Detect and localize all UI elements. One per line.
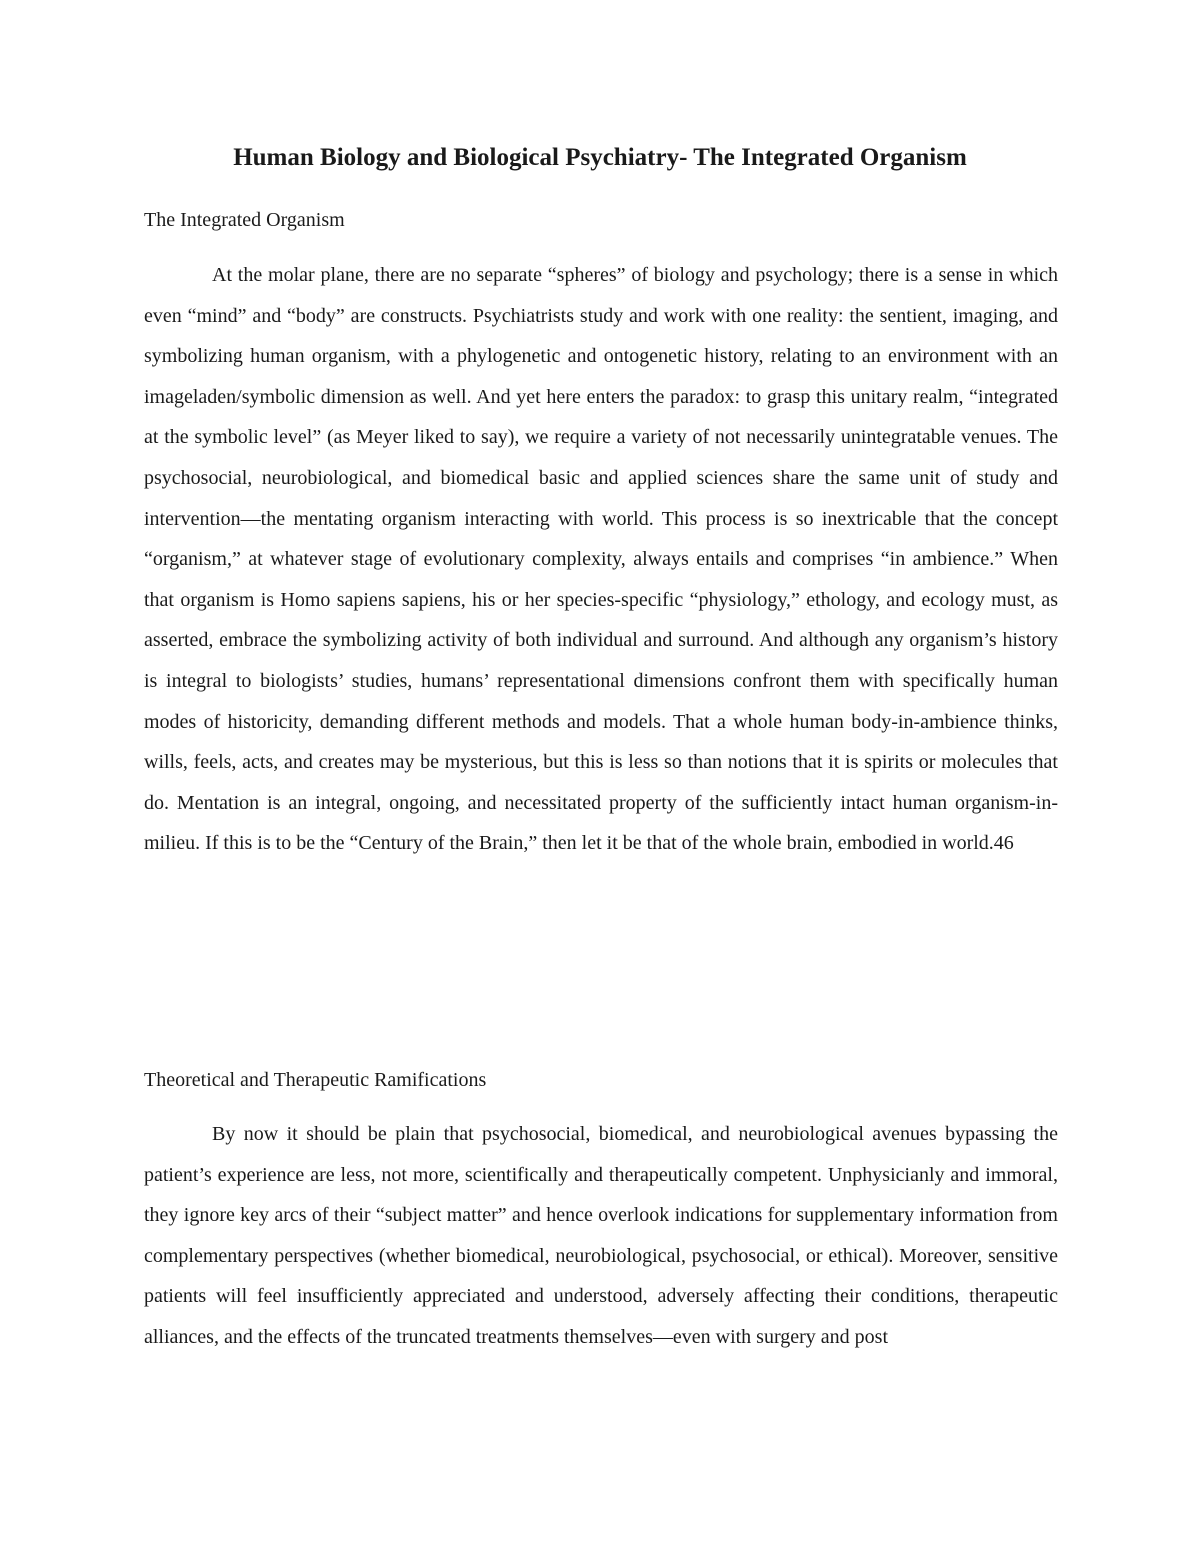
section-heading-integrated-organism: The Integrated Organism [144,209,345,231]
document-title: Human Biology and Biological Psychiatry- The Integrated Organism [233,144,967,171]
paragraph-ramifications: By now it should be plain that psychosocial, biomedical, and neurobiological avenues bypassing the patient’s experience are less, not more, scientifically and therapeutically competent. Unphysicianly and immoral, they ignore key arcs of their “subject matter” and hence overlook indications for supplementary information from complementary perspectives (whether biomedical, neurobiological, psychosocial, or ethical). Moreover, sensitive patients will feel insufficiently appreciated and understood, adversely affecting their conditions, therapeutic alliances, and the effects of the truncated treatments themselves—even with surgery and post [144,1123,1058,1348]
paragraph-integrated-organism: At the molar plane, there are no separate “spheres” of biology and psychology; there is a sense in which even “mind” and “body” are constructs. Psychiatrists study and work with one reality: the sentient, imaging, and symbolizing human organism, with a phylogenetic and ontogenetic history, relating to an environment with an imageladen/symbolic dimension as well. And yet here enters the paradox: to grasp this unitary realm, “integrated at the symbolic level” (as Meyer liked to say), we require a variety of not necessarily unintegratable venues. The psychosocial, neurobiological, and biomedical basic and applied sciences share the same unit of study and intervention—the mentating organism interacting with world. This process is so inextricable that the concept “organism,” at whatever stage of evolutionary complexity, always entails and comprises “in ambience.” When that organism is Homo sapiens sapiens, his or her species-specific “physiology,” ethology, and ecology must, as asserted, embrace the symbolizing activity of both individual and surround. And although any organism’s history is integral to biologists’ studies, humans’ representational dimensions confront them with specifically human modes of historicity, demanding different methods and models. That a whole human body-in-ambience thinks, wills, feels, acts, and creates may be mysterious, but this is less so than notions that it is spirits or molecules that do. Mentation is an integral, ongoing, and necessitated property of the sufficiently intact human organism-in-milieu. If this is to be the “Century of the Brain,” then let it be that of the whole brain, embodied in world.46 [144,264,1058,855]
section-heading-ramifications: Theoretical and Therapeutic Ramifications [144,1069,487,1091]
